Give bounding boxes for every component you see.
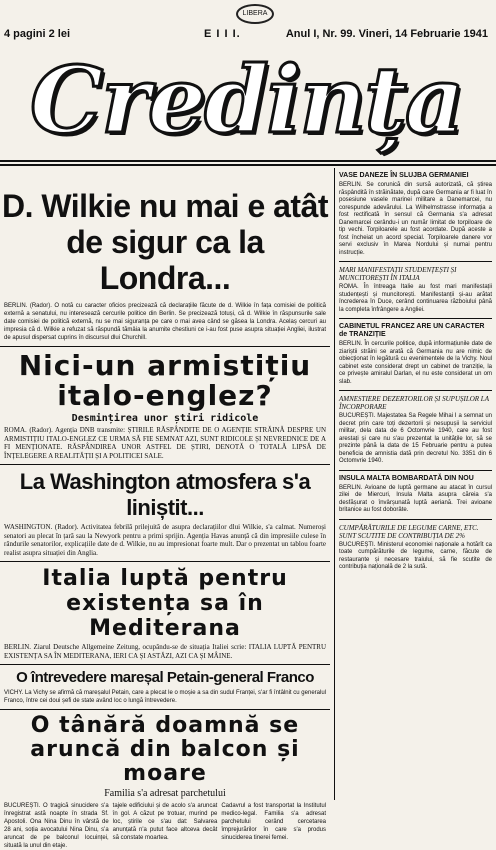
- side-article: BERLIN. În cercurile politice, după informațiunile date de ziariștii străini se arată că Germania nu are nimic de obiecționat în legătură cu evenimentele de la Vichy. Noul cabinet este considerat drept un cabinet de tranziție, la ce privește amiralul Darlan, el nu este considerat un om slab.: [339, 341, 492, 385]
- masthead-rule: [0, 160, 496, 162]
- library-stamp: [236, 4, 274, 24]
- side-headline: INSULA MALTA BOMBARDATĂ DIN NOU: [339, 474, 474, 482]
- side-divider: [339, 519, 492, 520]
- side-headline: VASE DANEZE ÎN SLUJBA GERMANIEI: [339, 172, 469, 179]
- headline-washington: La Washington atmosfera s'a liniștit...: [19, 469, 311, 520]
- side-divider: [339, 261, 492, 262]
- masthead-rule-2: [0, 164, 496, 166]
- divider: [0, 464, 330, 465]
- newspaper-name: Credința: [30, 46, 463, 154]
- divider: [0, 664, 330, 665]
- divider: [0, 709, 330, 710]
- headline-petain: O întrevedere mareșal Petain-general Franco: [16, 669, 314, 686]
- main-column: [0, 168, 330, 849]
- balcony-col-2: tajele edificiului și de acolo s'a aruncat în gol. A căzut pe trotuar, murind pe loc, știrile ce s'au dat: Salvarea anunțată n'a putut face altceva decât să constate moartea.: [112, 803, 218, 841]
- stamp-text: LIBERA: [242, 10, 268, 17]
- balcony-columns: [4, 802, 326, 850]
- top-line: [4, 28, 492, 46]
- headline-balcony: O tânără doamnă se aruncă din balcon și moare: [30, 713, 300, 786]
- side-divider: [339, 318, 492, 319]
- article-wilkie: BERLIN. (Rador). O notă cu caracter oficios precizează că declarațiile făcute de d. Wilkie în fața comisiei de politică externă a senatului, nu interesează cercurile politice din Berlin. Se precizează totuși, că d. Wilkie în răspunsurile sale date comisiei de politică externă, nu se mai siguranța pe care o mai avea când se găsea la Londra. Acelaș cercuri au impresia că d. Wilkie a refuzat să răspundă tămâia la anumite chestiuni ce i-au fost puse asupra situației Angliei, ilustrat de apusul dispersat cuprins în discursul dlui Churchill.: [4, 303, 326, 341]
- side-column: [334, 168, 492, 800]
- side-divider: [339, 470, 492, 471]
- masthead: [0, 46, 496, 156]
- headline-wilkie: D. Wilkie nu mai e atât de sigur ca la Londra...: [1, 188, 329, 296]
- headline-italy: Italia luptă pentru existența sa în Mediterana: [42, 566, 288, 641]
- divider: [0, 561, 330, 562]
- article-armistice: ROMA. (Rador). Agenția DNB transmite: ȘTIRILE RĂSPÂNDITE DE O AGENȚIE STRĂINĂ DESPRE UN ARMISTIȚIU ITALO-ENGLEZ CE URMA SĂ FIE SEMNAT AZI, SUNT RIDICOLE ȘI NEVREDNICE DE A FI MENȚIONATE. RĂSPÂNDIREA UNOR ASTFEL DE ȘTIRI, DENOTĂ O TOTALĂ LIPSĂ DE ÎNȚELEGERE A REALITĂȚII ȘI A POLITICEI SALE.: [4, 426, 326, 460]
- balcony-col-1: BUCUREȘTI. O tragică sinucidere s'a înregistrat astă noapte în strada Sf. Apostoli. Ona Nina Dinu în vârstă de 28 ani, soția avocatului Nina Dinu, s'a aruncat de pe balconul locuinței, situată la unul din etaje.: [4, 803, 109, 849]
- issue-date: Anul I, Nr. 99. Vineri, 14 Februarie 1941: [285, 28, 488, 40]
- edition-label: E I I I.: [204, 28, 241, 40]
- divider: [0, 346, 330, 347]
- side-article: BERLIN. Avioane de luptă germane au atacat în cursul zilei de Miercuri, Insula Malta asupra căreia s'a desfășurat o învârșunată luptă aeriană. Trei avioane britanice au fost doborâte.: [339, 484, 492, 513]
- article-italy: BERLIN. Ziarul Deutsche Allgemeine Zeitung, ocupându-se de situația Italiei scrie: ITALIA LUPTĂ PENTRU EXISTENȚA SA ÎN MEDITERANA, IERI CA ȘI ASTĂZI, AZI CA ȘI MÂINE.: [4, 643, 326, 660]
- subheadline-armistice: Desmințirea unor știri ridicole: [71, 413, 259, 424]
- subheadline-balcony: Familia s'a adresat parchetului: [104, 788, 226, 799]
- side-headline: AMNESTIERE DEZERTORILOR ȘI SUPUȘILOR LA ÎNCORPORARE: [339, 395, 489, 411]
- side-divider: [339, 390, 492, 391]
- side-article: BERLIN. Se corunică din sursă autorizată, că știrea răspândită în străinătate, după care Germania ar fi luat în posesiune vasele marinei militare a Danemarcei, nu corespunde adevărului. La Wilhelmstrasse informația a fost rectificată în sensul că Germania s'a adresat Danemarcei cerându-i un număr limitat de torpiloare de tip vechi. Torpiloarele au fost acordate. După aceste a fost încheiat un acord special. Torpiloarele danere vor servi exclusiv în Marea Nordului și numai pentru instrucție.: [339, 182, 492, 256]
- side-headline: CUMPĂRĂTURILE DE LEGUME CARNE, ETC. SUNT SCUTITE DE CONTRIBUȚIA DE 2%: [339, 523, 479, 540]
- side-article: BUCUREȘTI. Majestatea Sa Regele Mihai I a semnat un decret prin care toți dezertorii și nesupușii la serviciul militar, dela data de 6 Octomvrie 1940, care au fost arestați și care nu s'au prezentat la unitățile lor, să se prezinte până la data de 15 Februarie pentru a putea beneficia de amnistia dată prin decretul No. 3351 din 6 Octomvrie 1940.: [339, 413, 492, 464]
- price-label: 4 pagini 2 lei: [4, 28, 71, 40]
- side-article: ROMA. În întreaga Italie au fost mari manifestații studențești și muncitorești. Manifestanții și-au arătat încrederea în Duce, cerând continuarea războiului până la completa înfrângere a Angliei.: [339, 284, 492, 313]
- side-headline: CABINETUL FRANCEZ ARE UN CARACTER de TRANZIȚIE: [339, 323, 485, 338]
- side-headline: MARI MANIFESTAȚII STUDENȚEȘTI ȘI MUNCITOREȘTI ÎN ITALIA: [339, 266, 457, 282]
- article-petain: VICHY. La Vichy se afirmă că mareșalul Petain, care a plecat le o moșie a sa din sudul Franței, s'ar fi întâlnit cu generalul Franco, între cei doui șefi de state având loc o lungă întrevedere.: [4, 690, 326, 704]
- headline-armistice: Nici-un armistițiu italo-englez?: [18, 349, 312, 412]
- balcony-col-3: Cadavrul a fost transportat la Institutul medico-legal. Familia s'a adresat parchetului cerând cercetarea împrejurărilor în care s'a produs sinuciderea tinerei femei.: [221, 803, 327, 841]
- article-washington: WASHINGTON. (Rador). Activitatea febrilă prilejuită de asupra declarațiilor dlui Wilkie, s'a calmat. Numeroși senatori au plecat în țară sau la Newyork pentru a primi sprijin. Agenția Havas anunță că din impresiile culese în rândurile senatorilor, explicațiile date de d. Wilkie, nu au impresionat foarte mult. Dar o prezentat un tablou foarte realist asupra situației din Anglia.: [4, 523, 326, 557]
- side-article: BUCUREȘTI. Ministerul economiei naționale a hotărît ca toate cumpărăturile de legume, carne, făcute de restaurante și necesare traiului, să fie scutite de contribuția națională de 2 la sută.: [339, 541, 492, 570]
